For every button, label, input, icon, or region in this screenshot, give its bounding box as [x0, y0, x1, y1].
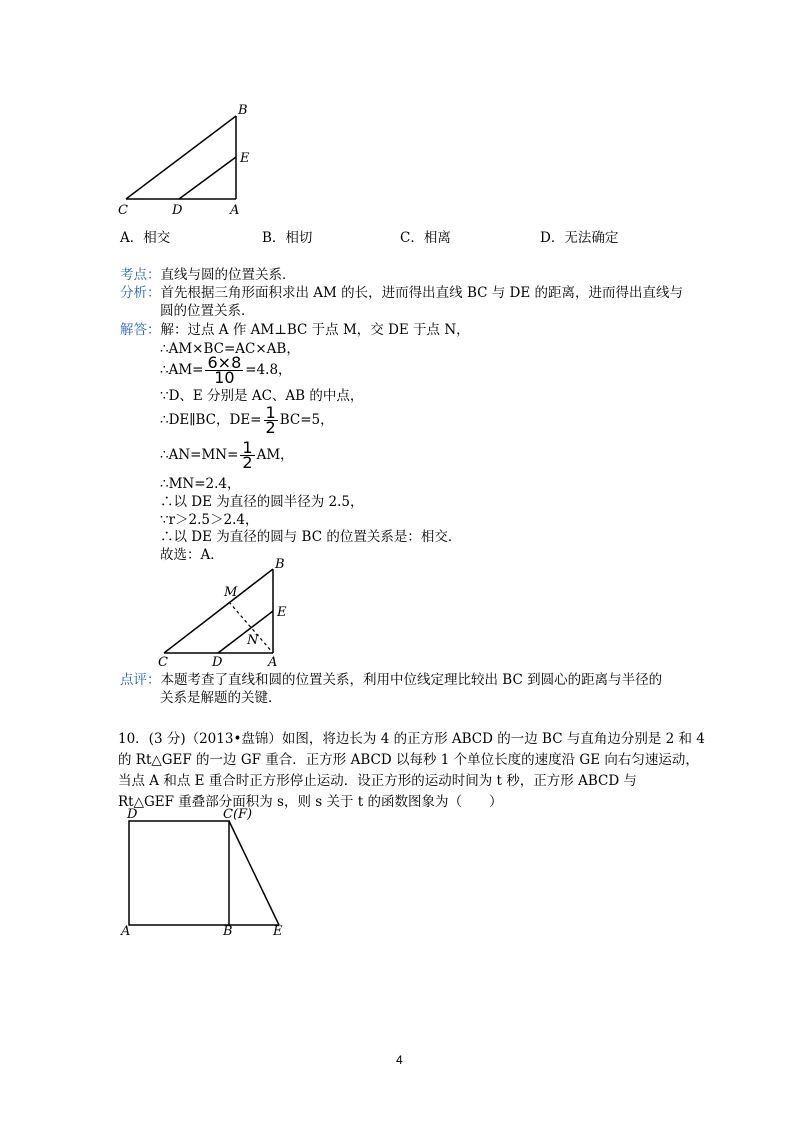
- question10-line2: 的 Rt△GEF 的一边 GF 重合．正方形 ABCD 以每秒 1 个单位长度的速度沿 GE 向右匀速运动，: [118, 752, 699, 768]
- option-b: B．相切: [262, 230, 313, 246]
- fig3-label-a: A: [121, 924, 131, 939]
- fenxi-label: 分析：: [120, 285, 161, 301]
- fig3-label-d: D: [127, 807, 138, 822]
- fig2-label-d: D: [212, 655, 223, 670]
- jieda-row: [120, 321, 470, 339]
- jieda-line5: ∴DE∥BC，DE= $\frac{1}{2}$ BC=5，: [160, 403, 334, 437]
- fig3-label-e: E: [273, 924, 283, 939]
- fraction-one-half: $\frac{1}{2}$: [265, 403, 276, 437]
- fraction-6x8-over-10: $\frac{6\times 8}{10}$: [207, 353, 242, 387]
- question10-line3: 当点 A 和点 E 重合时正方形停止运动．设正方形的运动时间为 t 秒，正方形 ABCD 与: [118, 773, 637, 789]
- fig2-label-m: M: [224, 585, 238, 600]
- fig1-label-c: C: [118, 203, 128, 218]
- jieda-line2: ∴AM×BC=AC×AB，: [160, 341, 300, 357]
- jieda-line4: ∵D、E 分别是 AC、AB 的中点，: [160, 388, 364, 404]
- jieda-line3: ∴AM= $\frac{6\times 8}{10}$ =4.8，: [160, 353, 292, 387]
- jieda-line7: ∴MN=2.4，: [160, 476, 241, 492]
- fig2-label-c: C: [158, 655, 168, 670]
- fig2-label-n: N: [247, 633, 259, 648]
- option-d: D．无法确定: [540, 230, 619, 246]
- jieda-line11: 故选：A．: [160, 547, 224, 563]
- kaodian-label: 考点：: [120, 267, 161, 283]
- option-a: A．相交: [120, 230, 171, 246]
- fig1-label-a: A: [230, 203, 240, 218]
- fenxi-line2: 圆的位置关系．: [160, 303, 255, 319]
- fig1-label-e: E: [240, 151, 250, 166]
- question10-line1: 10．(3 分)（2013•盘锦）如图，将边长为 4 的正方形 ABCD 的一边 BC 与直角边分别是 2 和 4: [118, 731, 705, 747]
- dianping-label: 点评：: [120, 672, 161, 688]
- fig1-label-d: D: [172, 203, 183, 218]
- fenxi-line1: 首先根据三角形面积求出 AM 的长，进而得出直线 BC 与 DE 的距离，进而得出直线与: [160, 285, 683, 301]
- jieda-line6: ∴AN=MN= $\frac{1}{2}$ AM，: [160, 438, 294, 472]
- kaodian-row: [120, 266, 296, 284]
- jieda-line8: ∴以 DE 为直径的圆半径为 2.5，: [160, 494, 364, 510]
- fig2-label-a: A: [268, 655, 278, 670]
- fig2-label-e: E: [277, 605, 287, 620]
- fig3-label-cf: C(F): [223, 807, 253, 822]
- dianping-line1: 本题考查了直线和圆的位置关系，利用中位线定理比较出 BC 到圆心的距离与半径的: [160, 672, 663, 688]
- jieda-line9: ∵r＞2.5＞2.4，: [160, 512, 259, 528]
- triangle-figure-2: [150, 552, 310, 672]
- dianping-row: [120, 671, 662, 689]
- fig1-label-b: B: [238, 103, 248, 118]
- option-c: C．相离: [400, 230, 451, 246]
- dianping-line2: 关系是解题的关键．: [160, 690, 282, 706]
- question10-line4: Rt△GEF 重叠部分面积为 s，则 s 关于 t 的函数图象为（ ）: [118, 794, 503, 810]
- page-number: 4: [396, 1053, 403, 1067]
- fig2-label-b: B: [275, 557, 285, 572]
- square-triangle-figure: [115, 805, 305, 940]
- fenxi-row: [120, 284, 683, 302]
- triangle-figure-1: [110, 100, 270, 220]
- jieda-line10: ∴以 DE 为直径的圆与 BC 的位置关系是：相交．: [160, 529, 462, 545]
- fraction-one-half-2: $\frac{1}{2}$: [242, 438, 253, 472]
- jieda-line1: 解：过点 A 作 AM⊥BC 于点 M，交 DE 于点 N，: [160, 322, 470, 338]
- jieda-label: 解答：: [120, 322, 161, 338]
- kaodian-text: 直线与圆的位置关系．: [160, 267, 296, 283]
- fig3-label-b: B: [223, 924, 233, 939]
